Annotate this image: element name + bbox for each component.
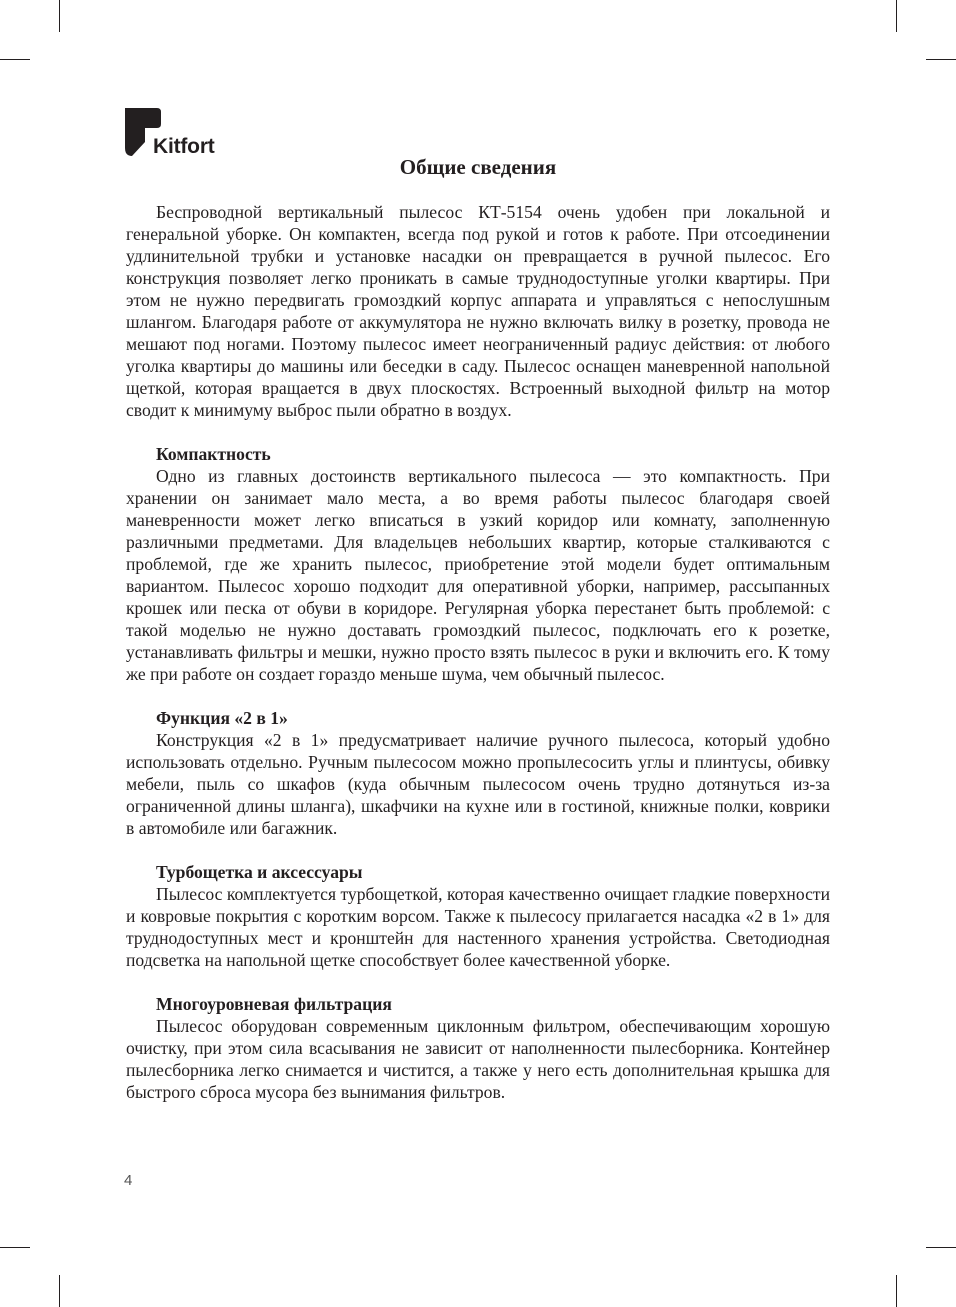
section-compactness (126, 443, 830, 685)
section-text: Пылесос оборудован современным циклонным фильтром, обеспечивающим хорошую очистку, при этом сила всасывания не зависит от наполненности пылесборника. Контейнер пылесборника легко снимается и чистится, а также у него есть дополнительная крышка для быстрого сброса мусора без вынимания фильтров. (126, 1016, 830, 1102)
crop-mark-left-top (0, 59, 30, 60)
crop-mark-bottom-left (59, 1275, 60, 1307)
crop-mark-top-left (59, 0, 60, 32)
section-heading: Функция «2 в 1» (156, 708, 288, 728)
crop-mark-left-bottom (0, 1247, 30, 1248)
page-title: Общие сведения (399, 155, 557, 179)
page-number: 4 (124, 1172, 133, 1189)
intro-paragraph: Беспроводной вертикальный пылесос КТ-5154 очень удобен при локальной и генеральной уборке. Он компактен, всегда под рукой и готов к работе. При отсоединении удлинительной трубки и установке насадки он превращается в ручной пылесос. Его конструкция позволяет легко проникать в самые труднодоступные уголки квартиры. При этом не нужно передвигать громоздкий корпус аппарата и управляться с непослушным шлангом. Благодаря работе от аккумулятора не нужно включать вилку в розетку, провода не мешают под ногами. Поэтому пылесос имеет неограниченный радиус действия: от любого уголка квартиры до машины или беседки в саду. Пылесос оснащен маневренной напольной щеткой, которая вращается в двух плоскостях. Встроенный выходной фильтр на мотор сводит к минимуму выброс пыли обратно в воздух. (126, 202, 830, 420)
crop-mark-bottom-right (896, 1275, 897, 1307)
crop-mark-right-bottom (926, 1247, 956, 1248)
section-heading: Компактность (156, 444, 271, 464)
section-text: Конструкция «2 в 1» предусматривает наличие ручного пылесоса, который удобно использовать отдельно. Ручным пылесосом можно пропылесосить углы и плинтусы, обивку мебели, пыль со шкафов (куда обычным пылесосом очень трудно дотянуться из-за ограниченной длины шланга), шкафчики на кухне или в гостиной, книжные полки, коврики в автомобиле или багажник. (126, 730, 830, 838)
section-heading: Многоуровневая фильтрация (156, 994, 392, 1014)
brand-logo (125, 108, 235, 158)
section-heading: Турбощетка и аксессуары (156, 862, 363, 882)
logo-text: Kitfort (153, 135, 215, 158)
crop-mark-right-top (926, 59, 956, 60)
document-body (126, 201, 830, 1103)
section-turbo-brush (126, 861, 830, 971)
crop-mark-top-right (896, 0, 897, 32)
section-filtration (126, 993, 830, 1103)
section-text: Одно из главных достоинств вертикального пылесоса — это компактность. При хранении он занимает мало места, а во время работы пылесос благодаря своей маневренности может легко вписаться в узкий коридор или комнату, заполненную различными предметами. Для владельцев небольших квартир, которые сталкиваются с проблемой, где же хранить пылесос, приобретение этой модели будет оптимальным вариантом. Пылесос хорошо подходит для оперативной уборки, например, рассыпанных крошек или песка от обуви в коридоре. Регулярная уборка перестанет быть проблемой: с такой моделью не нужно доставать громоздкий пылесос, подключать его к розетке, устанавливать фильтры и мешки, нужно просто взять пылесос в руки и включить его. К тому же при работе он создает гораздо меньше шума, чем обычный пылесос. (126, 466, 830, 684)
section-text: Пылесос комплектуется турбощеткой, которая качественно очищает гладкие поверхности и ковровые покрытия с коротким ворсом. Также к пылесосу прилагается насадка «2 в 1» для труднодоступных мест и кронштейн для настенного хранения устройства. Светодиодная подсветка на напольной щетке способствует более качественной уборке. (126, 884, 830, 970)
section-two-in-one (126, 707, 830, 839)
